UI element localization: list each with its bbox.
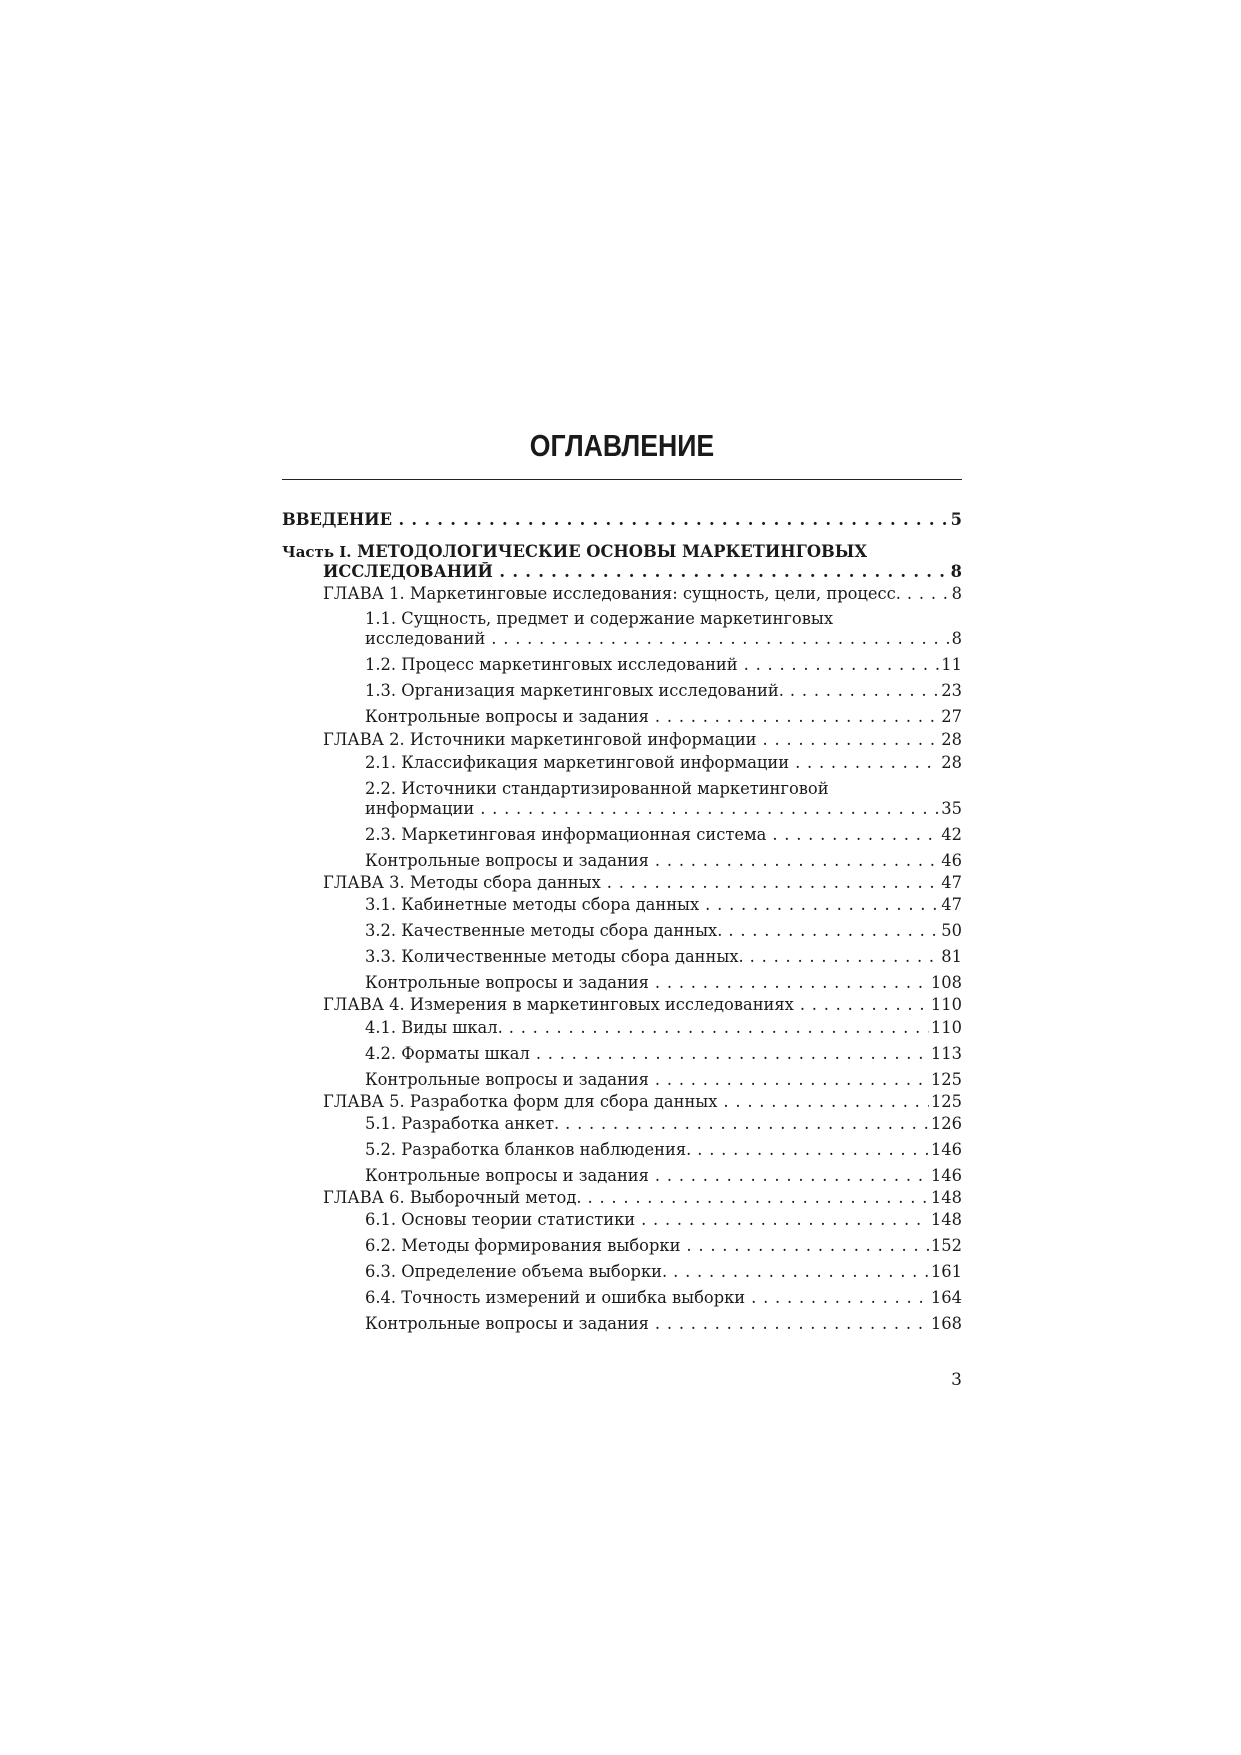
toc-entry-title-line1 xyxy=(282,542,962,562)
toc-entry[interactable] xyxy=(365,947,962,967)
toc-entry[interactable] xyxy=(323,873,962,893)
toc-entry-title: 2.1. Классификация маркетинговой информации . . . xyxy=(365,753,939,773)
toc-entry[interactable] xyxy=(365,609,962,649)
toc-entry-title: ВВЕДЕНИЕ . . . xyxy=(282,510,949,530)
toc-entry-title: ГЛАВА 6. Выборочный метод. . . . xyxy=(323,1188,929,1208)
toc-entry[interactable] xyxy=(365,1262,962,1282)
toc-entry[interactable] xyxy=(282,510,962,530)
toc-entry-title: Контрольные вопросы и задания . . . xyxy=(365,1070,929,1090)
toc-entry-title: 4.2. Форматы шкал . . . xyxy=(365,1044,929,1064)
toc-entry-title: 3.2. Качественные методы сбора данных. . . . xyxy=(365,921,939,941)
toc-entry[interactable] xyxy=(365,1210,962,1230)
toc-entry[interactable] xyxy=(323,1092,962,1112)
toc-entry[interactable] xyxy=(365,753,962,773)
toc-entry[interactable] xyxy=(365,1018,962,1038)
toc-entry-title-line2: информации . . . xyxy=(365,799,939,819)
toc-entry[interactable] xyxy=(365,681,962,701)
toc-entry[interactable] xyxy=(365,1314,962,1334)
toc-entry[interactable] xyxy=(323,1188,962,1208)
toc-entry[interactable] xyxy=(365,1236,962,1256)
toc-entry-page: 28 xyxy=(941,753,962,772)
toc-entry-page: 8 xyxy=(950,562,962,581)
toc-entry-title: 2.3. Маркетинговая информационная система . . . xyxy=(365,825,939,845)
toc-entry-prefix: Часть I. xyxy=(282,543,352,561)
toc-entry[interactable] xyxy=(365,707,962,727)
toc-entry-title: 5.1. Разработка анкет. . . . xyxy=(365,1114,929,1134)
toc-entry-title: ГЛАВА 1. Маркетинговые исследования: сущность, цели, процесс. . . . xyxy=(323,584,950,604)
toc-entry-title: 6.1. Основы теории статистики . . . xyxy=(365,1210,929,1230)
toc-entry-title: 4.1. Виды шкал. . . . xyxy=(365,1018,929,1038)
page-title: ОГЛАВЛЕНИЕ xyxy=(529,428,715,463)
toc-entry-page: 148 xyxy=(930,1210,962,1229)
toc-entry-page: 146 xyxy=(930,1140,962,1159)
toc-entry-page: 8 xyxy=(951,629,962,648)
toc-entry-page: 23 xyxy=(941,681,962,700)
toc-entry-page: 42 xyxy=(941,825,962,844)
toc-entry-page: 50 xyxy=(941,921,962,940)
toc-entry[interactable] xyxy=(323,730,962,750)
toc-entry-page: 164 xyxy=(930,1288,962,1307)
toc-entry-title-line2: ИССЛЕДОВАНИЙ . . . xyxy=(323,562,949,582)
toc-entry-page: 5 xyxy=(950,510,962,529)
toc-entry-title: 6.2. Методы формирования выборки . . . xyxy=(365,1236,929,1256)
toc-entry[interactable] xyxy=(365,973,962,993)
toc-entry-title: 5.2. Разработка бланков наблюдения. . . . xyxy=(365,1140,929,1160)
toc-entry[interactable] xyxy=(323,995,962,1015)
toc-entry-title: 1.2. Процесс маркетинговых исследований . . . xyxy=(365,655,939,675)
toc-entry-title: 3.3. Количественные методы сбора данных. . . . xyxy=(365,947,939,967)
toc-entry-page: 161 xyxy=(930,1262,962,1281)
toc-entry[interactable] xyxy=(365,851,962,871)
toc-entry-page: 35 xyxy=(941,799,962,818)
toc-entry-page: 47 xyxy=(941,873,962,892)
toc-entry[interactable] xyxy=(282,542,962,582)
toc-entry[interactable] xyxy=(365,1044,962,1064)
toc-entry-title: ГЛАВА 5. Разработка форм для сбора данных . . . xyxy=(323,1092,929,1112)
toc-entry[interactable] xyxy=(365,921,962,941)
toc-entry[interactable] xyxy=(365,1070,962,1090)
toc-entry-title: 6.4. Точность измерений и ошибка выборки . . . xyxy=(365,1288,929,1308)
toc-entry-page: 47 xyxy=(941,895,962,914)
toc-entry-title: ГЛАВА 3. Методы сбора данных . . . xyxy=(323,873,939,893)
toc-entry[interactable] xyxy=(365,1114,962,1134)
toc-entry-title-line1: 2.2. Источники стандартизированной маркетинговой xyxy=(365,779,829,798)
toc-entry-page: 168 xyxy=(930,1314,962,1333)
toc-entry-page: 108 xyxy=(930,973,962,992)
toc-entry-title: Контрольные вопросы и задания . . . xyxy=(365,707,939,727)
toc-entry[interactable] xyxy=(323,584,962,604)
toc-entry-title: Контрольные вопросы и задания . . . xyxy=(365,973,929,993)
toc-entry-title: ГЛАВА 4. Измерения в маркетинговых исследованиях . . . xyxy=(323,995,929,1015)
toc-entry-title: ГЛАВА 2. Источники маркетинговой информации . . . xyxy=(323,730,939,750)
toc-entry-page: 125 xyxy=(930,1070,962,1089)
toc-entry[interactable] xyxy=(365,779,962,819)
toc-entry-title: МЕТОДОЛОГИЧЕСКИЕ ОСНОВЫ МАРКЕТИНГОВЫХ xyxy=(357,542,867,561)
toc-entry[interactable] xyxy=(365,825,962,845)
toc-entry-title: Контрольные вопросы и задания . . . xyxy=(365,851,939,871)
toc-entry-page: 146 xyxy=(930,1166,962,1185)
toc-entry[interactable] xyxy=(365,1140,962,1160)
page-number: 3 xyxy=(951,1370,962,1390)
toc-entry-page: 46 xyxy=(941,851,962,870)
toc-entry-page: 148 xyxy=(930,1188,962,1207)
toc-entry-title: Контрольные вопросы и задания . . . xyxy=(365,1166,929,1186)
toc-entry-page: 110 xyxy=(930,1018,962,1037)
toc-entry-title: 6.3. Определение объема выборки. . . . xyxy=(365,1262,929,1282)
toc-entry[interactable] xyxy=(365,655,962,675)
toc-entry-page: 126 xyxy=(930,1114,962,1133)
toc-entry-page: 113 xyxy=(930,1044,962,1063)
toc-entry-title: Контрольные вопросы и задания . . . xyxy=(365,1314,929,1334)
toc-entry-title-line2: исследований . . . xyxy=(365,629,950,649)
toc-entry-title: 1.3. Организация маркетинговых исследований. . . . xyxy=(365,681,939,701)
toc-entry-page: 8 xyxy=(951,584,962,603)
title-rule xyxy=(282,479,962,480)
toc-entry-page: 28 xyxy=(941,730,962,749)
toc-entry-title: 3.1. Кабинетные методы сбора данных . . . xyxy=(365,895,939,915)
toc-entry-page: 125 xyxy=(930,1092,962,1111)
toc-entry-page: 152 xyxy=(930,1236,962,1255)
toc-entry[interactable] xyxy=(365,1166,962,1186)
toc-entry-page: 11 xyxy=(941,655,962,674)
toc-entry[interactable] xyxy=(365,895,962,915)
toc-entry-title-line1: 1.1. Сущность, предмет и содержание маркетинговых xyxy=(365,609,834,628)
toc-entry-page: 110 xyxy=(930,995,962,1014)
toc-entry[interactable] xyxy=(365,1288,962,1308)
toc-entry-page: 81 xyxy=(941,947,962,966)
toc-entry-page: 27 xyxy=(941,707,962,726)
table-of-contents xyxy=(282,510,962,1334)
